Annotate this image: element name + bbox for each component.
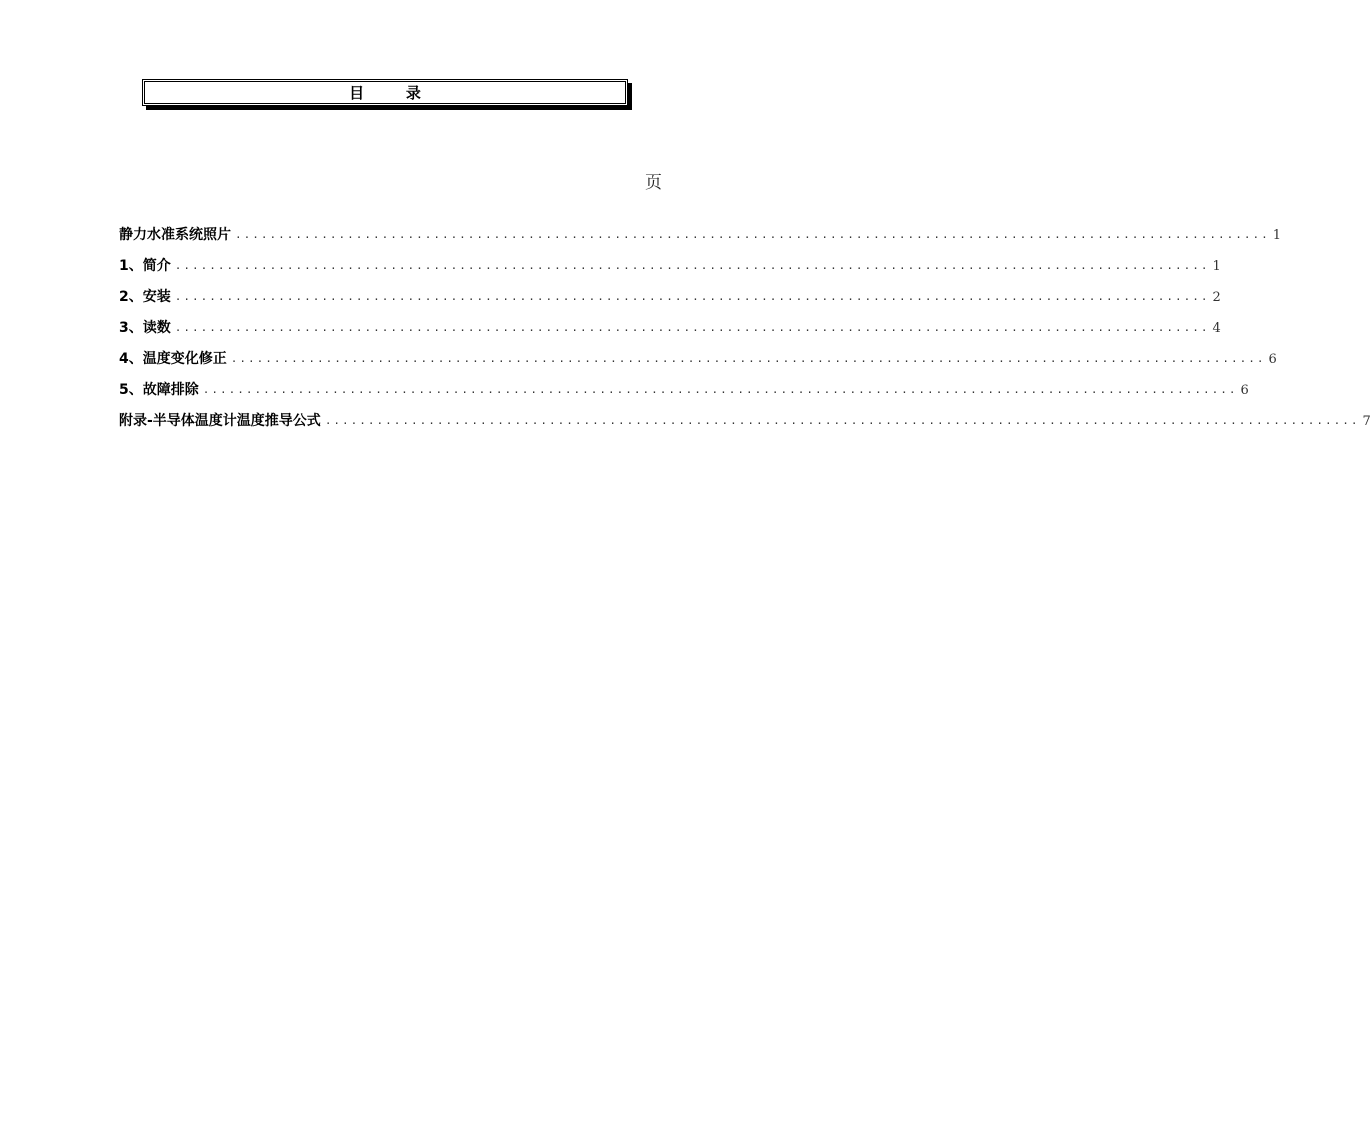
toc-entry-troubleshooting[interactable] — [119, 379, 1249, 410]
toc-entry-page-number: 2 — [1212, 290, 1221, 305]
toc-entry-text: 1、简介 — [119, 258, 171, 274]
toc-entry-page-number: 7 — [1362, 414, 1371, 429]
toc-entry-page-number: 6 — [1240, 383, 1249, 398]
dot-leader: ........................................................................................................................ — [174, 290, 1210, 303]
toc-entry-text: 2、安装 — [119, 289, 171, 305]
toc-entry-readings[interactable] — [119, 317, 1221, 348]
page-column-label: 页 — [645, 173, 662, 193]
toc-entry-text: 3、读数 — [119, 320, 171, 336]
dot-leader: ........................................................................................................................ — [324, 414, 1360, 427]
dot-leader: ........................................................................................................................ — [174, 259, 1210, 272]
toc-entry-text: 附录-半导体温度计温度推导公式 — [119, 413, 321, 429]
toc-entry-text: 5、故障排除 — [119, 382, 199, 398]
dot-leader: ........................................................................................................................ — [174, 321, 1210, 334]
toc-entry-appendix[interactable] — [119, 410, 1371, 441]
toc-entry-installation[interactable] — [119, 286, 1221, 317]
toc-entry-page-number: 4 — [1212, 321, 1221, 336]
toc-title: 目 录 — [349, 84, 421, 102]
toc-entry-page-number: 1 — [1272, 228, 1281, 243]
toc-entry-page-number: 1 — [1212, 259, 1221, 274]
toc-entry-text: 4、温度变化修正 — [119, 351, 227, 367]
toc-entry-page-number: 6 — [1268, 352, 1277, 367]
toc-entry-temperature-correction[interactable] — [119, 348, 1277, 379]
toc-entry-introduction[interactable] — [119, 255, 1221, 286]
dot-leader: ........................................................................................................................ — [235, 228, 1270, 241]
dot-leader: ........................................................................................................................ — [230, 352, 1266, 365]
toc-entry-text: 静力水准系统照片 — [119, 227, 231, 243]
table-of-contents — [119, 224, 1371, 441]
toc-entry-photos[interactable] — [119, 224, 1281, 255]
dot-leader: ........................................................................................................................ — [202, 383, 1238, 396]
toc-title-box — [142, 79, 628, 106]
